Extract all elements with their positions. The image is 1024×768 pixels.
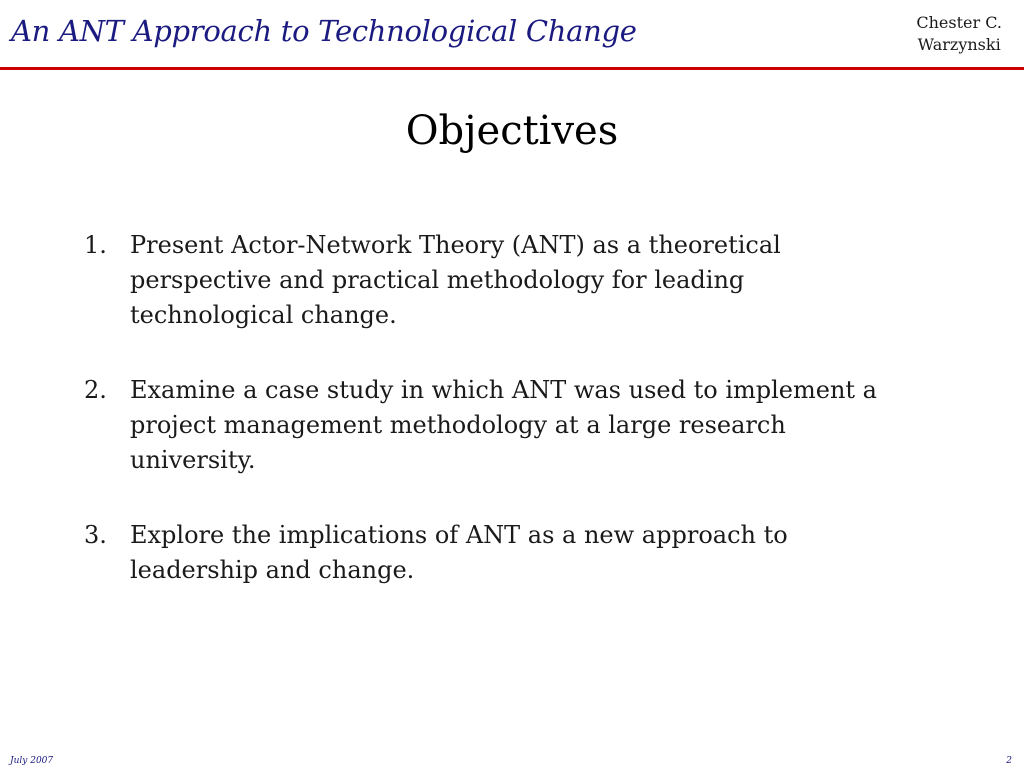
objectives-list [84,228,914,628]
objective-number: 1. [84,231,107,259]
objective-text: Present Actor-Network Theory (ANT) as a theoretical perspective and practical methodology for leading technological change. [130,231,781,329]
slide-title: Objectives [405,108,619,154]
header-divider [0,67,1024,70]
author-last-line: Warzynski [917,35,1001,54]
objective-text: Examine a case study in which ANT was used to implement a project management methodology at a large research university. [130,376,877,474]
objective-item [84,373,914,478]
objective-text: Explore the implications of ANT as a new approach to leadership and change. [130,521,788,584]
author-name [916,12,1002,56]
page-number: 2 [1006,756,1012,766]
objective-number: 2. [84,376,107,404]
footer-date: July 2007 [10,756,54,766]
presentation-title: An ANT Approach to Technological Change [11,14,637,48]
author-first-line: Chester C. [916,13,1002,32]
objective-item [84,518,914,588]
objective-number: 3. [84,521,107,549]
objective-item [84,228,914,333]
